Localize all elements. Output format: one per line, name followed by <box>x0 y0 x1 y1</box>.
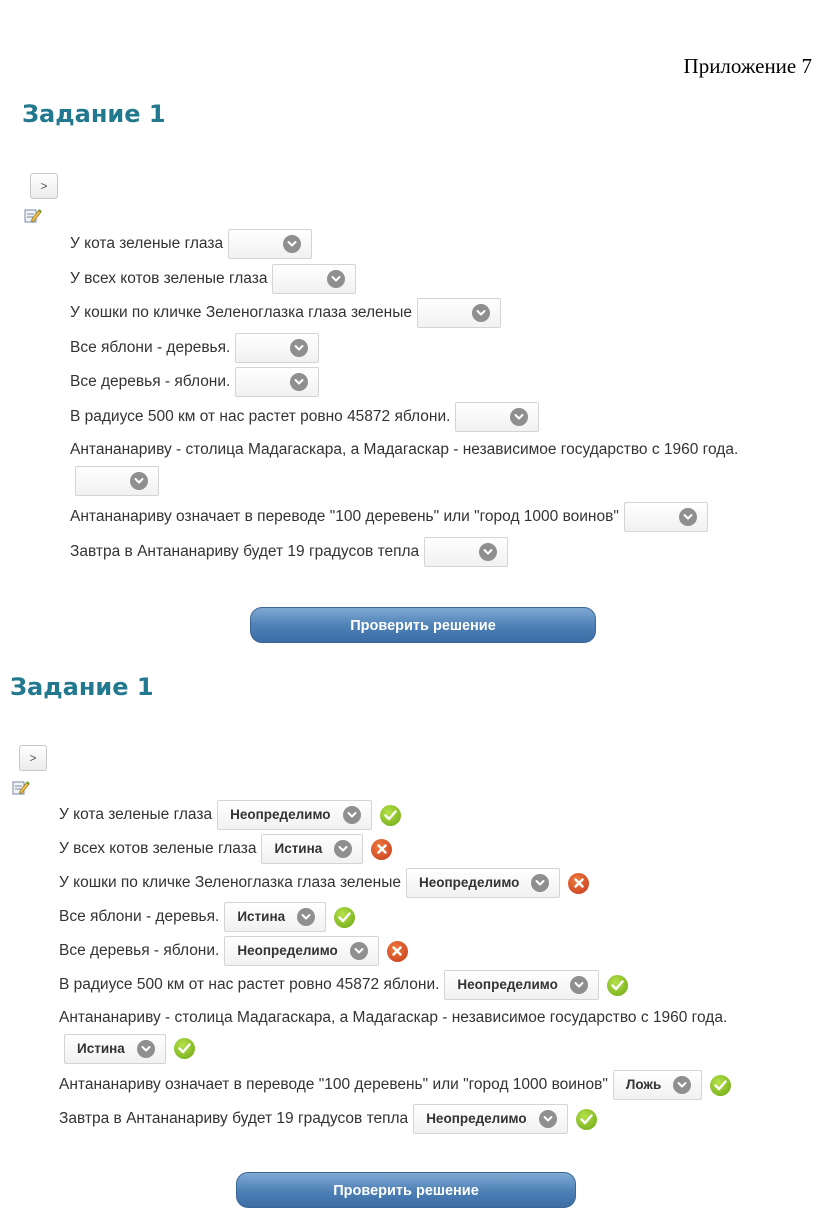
answer-select-value: Неопределимо <box>418 875 520 890</box>
statement-text: У кошки по кличке Зеленоглазка глаза зеленые <box>70 304 412 321</box>
answer-select-value: Неопределимо <box>230 807 331 822</box>
statement-list <box>59 798 779 1136</box>
chevron-down-icon <box>479 543 497 561</box>
chevron-down-icon <box>297 908 315 926</box>
statement-row <box>59 1102 779 1136</box>
answer-select[interactable] <box>224 936 378 966</box>
statement-row <box>70 400 770 435</box>
statement-text: Антананариву - столица Мадагаскара, а Мадагаскар - независимое государство с 1960 года. <box>70 441 739 458</box>
task-title: Задание 1 <box>10 673 154 701</box>
check-icon <box>174 1038 195 1059</box>
answer-select-value: Истина <box>77 1041 125 1057</box>
cross-icon <box>371 839 392 860</box>
chevron-down-icon <box>539 1110 557 1128</box>
chevron-down-icon <box>679 508 697 526</box>
chevron-down-icon <box>472 304 490 322</box>
statement-row <box>70 365 770 400</box>
edit-note-icon <box>12 779 30 795</box>
answer-select[interactable] <box>261 834 363 864</box>
check-icon <box>607 975 628 996</box>
chevron-down-icon <box>327 270 345 288</box>
answer-select-value: Ложь <box>625 1077 662 1092</box>
statement-row <box>59 934 779 968</box>
chevron-down-icon <box>350 942 368 960</box>
answer-select[interactable] <box>64 1034 166 1064</box>
statement-text: У кота зеленые глаза <box>70 235 224 252</box>
check-icon <box>380 805 401 826</box>
check-solution-button[interactable]: Проверить решение <box>236 1172 576 1208</box>
statement-list <box>70 227 770 569</box>
answer-select[interactable] <box>413 1104 567 1134</box>
answer-select[interactable] <box>228 229 312 259</box>
chevron-down-icon <box>290 373 308 391</box>
statement-text: Антананариву - столица Мадагаскара, а Мадагаскар - независимое государство с 1960 года. <box>59 1009 728 1026</box>
answer-select[interactable] <box>224 902 326 932</box>
answer-select-value: Истина <box>237 909 286 924</box>
statement-text: Все яблони - деревья. <box>59 908 220 925</box>
cross-icon <box>568 873 589 894</box>
expand-button[interactable]: > <box>19 745 47 771</box>
task-title: Задание 1 <box>22 100 166 128</box>
answer-select[interactable] <box>417 298 501 328</box>
statement-text: Все деревья - яблони. <box>59 942 220 959</box>
answer-select[interactable] <box>624 502 708 532</box>
check-solution-button[interactable]: Проверить решение <box>250 607 596 643</box>
statement-row <box>59 832 779 866</box>
answer-select[interactable] <box>406 868 560 898</box>
answer-select[interactable] <box>75 466 159 496</box>
answer-select[interactable] <box>613 1070 702 1100</box>
answer-select[interactable] <box>444 970 598 1000</box>
statement-row <box>59 900 779 934</box>
answer-select-value: Неопределимо <box>457 977 558 992</box>
statement-text: В радиусе 500 км от нас растет ровно 45872 яблони. <box>59 976 440 993</box>
check-icon <box>710 1075 731 1096</box>
statement-text: Антананариву означает в переводе "100 деревень" или "город 1000 воинов" <box>59 1076 608 1093</box>
statement-row <box>70 500 770 535</box>
statement-text: У кота зеленые глаза <box>59 806 213 823</box>
statement-text: У кошки по кличке Зеленоглазка глаза зеленые <box>59 874 401 891</box>
statement-row <box>59 1068 779 1102</box>
statement-row <box>59 1002 779 1068</box>
edit-note-icon <box>24 207 42 223</box>
answer-select-value: Истина <box>274 841 323 856</box>
statement-text: Все яблони - деревья. <box>70 338 231 356</box>
answer-select[interactable] <box>235 367 319 397</box>
chevron-down-icon <box>137 1040 155 1058</box>
statement-text: У всех котов зеленые глаза <box>59 840 257 857</box>
appendix-label: Приложение 7 <box>683 54 812 78</box>
statement-row <box>70 262 770 297</box>
check-icon <box>576 1109 597 1130</box>
cross-icon <box>387 941 408 962</box>
answer-select[interactable] <box>217 800 371 830</box>
statement-row <box>70 296 770 331</box>
statement-text: Завтра в Антананариву будет 19 градусов тепла <box>59 1110 409 1127</box>
chevron-down-icon <box>343 806 361 824</box>
statement-text: Антананариву означает в переводе "100 деревень" или "город 1000 воинов" <box>70 508 619 525</box>
answer-select[interactable] <box>424 537 508 567</box>
chevron-down-icon <box>290 339 308 357</box>
check-icon <box>334 907 355 928</box>
statement-row <box>59 866 779 900</box>
statement-row <box>59 798 779 832</box>
statement-text: В радиусе 500 км от нас растет ровно 45872 яблони. <box>70 407 451 425</box>
chevron-down-icon <box>334 840 352 858</box>
answer-select[interactable] <box>235 333 319 363</box>
statement-row <box>59 968 779 1002</box>
chevron-down-icon <box>531 874 549 892</box>
statement-text: У всех котов зеленые глаза <box>70 269 268 287</box>
answer-select[interactable] <box>272 264 356 294</box>
answer-select-value: Неопределимо <box>426 1111 527 1126</box>
statement-row <box>70 331 770 366</box>
statement-row <box>70 227 770 262</box>
statement-row <box>70 535 770 570</box>
answer-select-value: Неопределимо <box>237 943 338 958</box>
statement-text: Все деревья - яблони. <box>70 373 231 390</box>
chevron-down-icon <box>283 235 301 253</box>
statement-text: Завтра в Антананариву будет 19 градусов тепла <box>70 542 420 560</box>
expand-button[interactable]: > <box>30 173 58 199</box>
chevron-down-icon <box>510 408 528 426</box>
statement-row <box>70 434 770 500</box>
chevron-down-icon <box>673 1076 691 1094</box>
answer-select[interactable] <box>455 402 539 432</box>
chevron-down-icon <box>570 976 588 994</box>
chevron-down-icon <box>130 472 148 490</box>
